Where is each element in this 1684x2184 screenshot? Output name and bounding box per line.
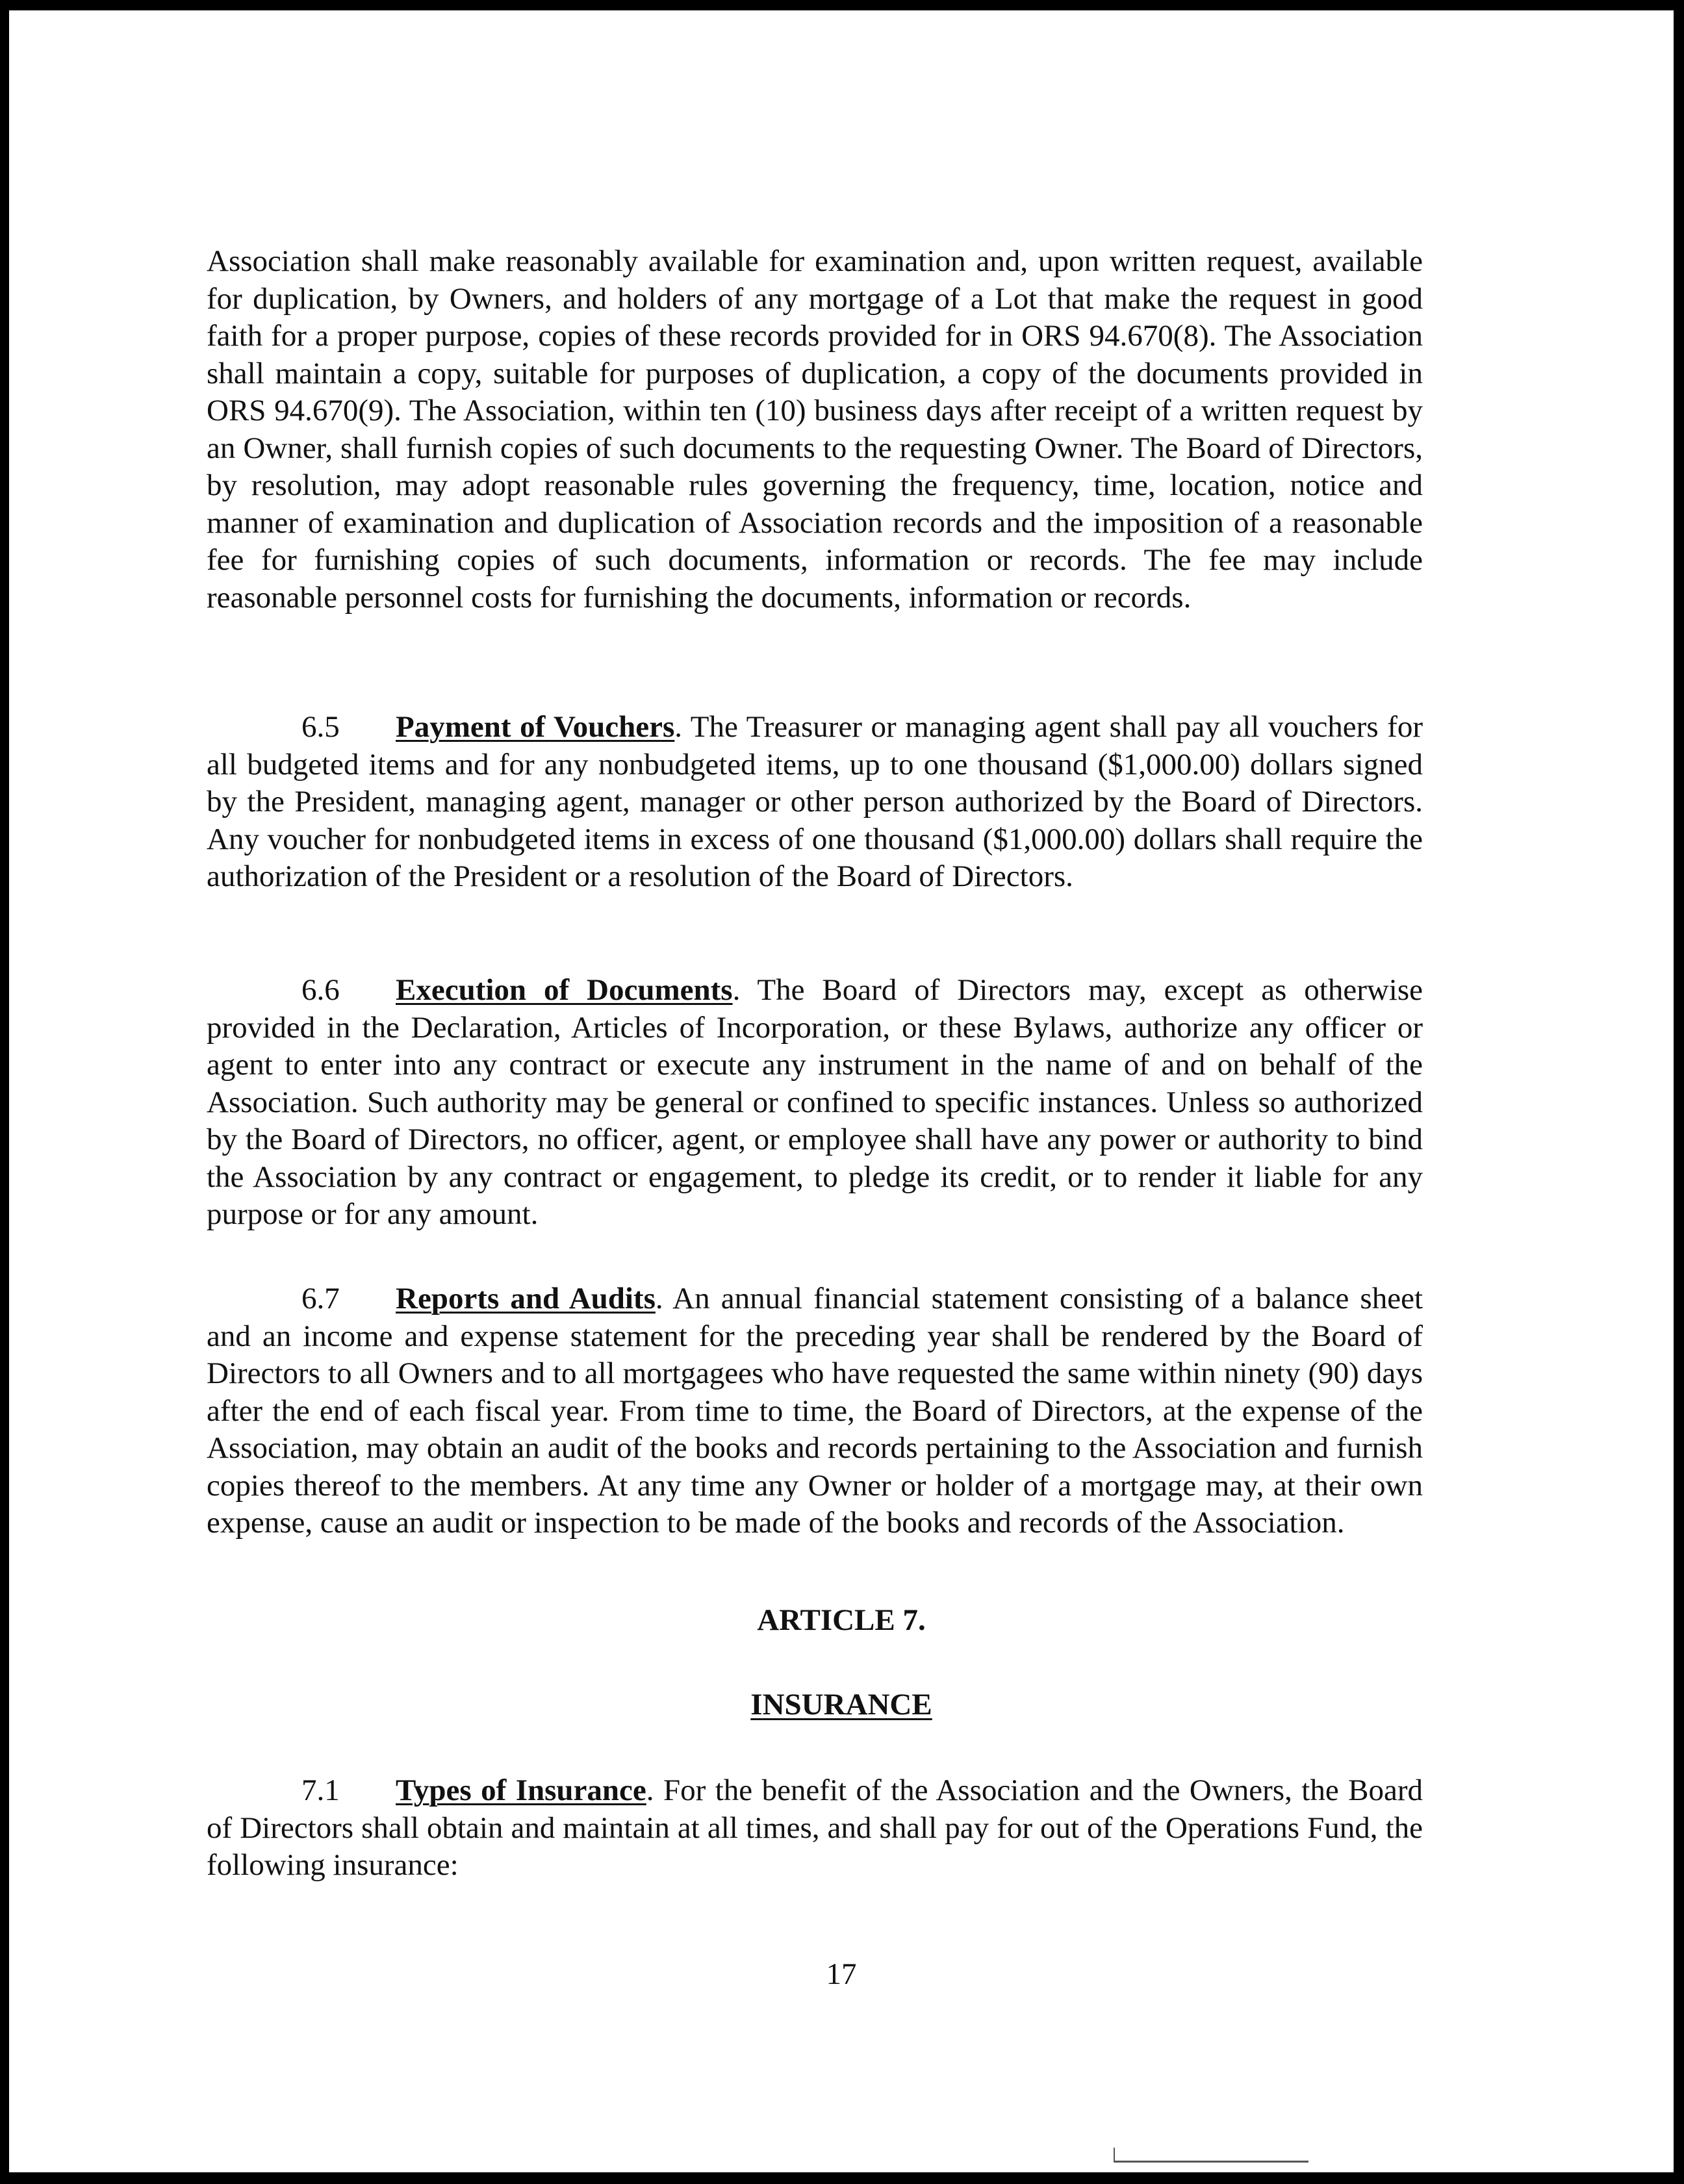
page-number: 17 — [826, 1957, 857, 1991]
section-7-1 — [207, 1772, 1423, 1885]
scan-artifact-line — [1114, 2161, 1308, 2163]
document-page — [9, 10, 1674, 2172]
section-title: Reports and Audits — [396, 1282, 656, 1315]
section-body: . The Board of Directors may, except as otherwise provided in the Declaration, Articles of Incorporation, or these Bylaws, authorize any officer or agent to enter into any contract or execute any instrument in the name of and on behalf of the Association. Such authority may be general or confined to specific instances. Unless so authorized by the Board of Directors, no officer, agent, or employee shall have any power or authority to bind the Association by any contract or engagement, to pledge its credit, or to render it liable for any purpose or for any amount. — [207, 973, 1423, 1231]
section-6-5 — [207, 709, 1423, 896]
section-body: . An annual financial statement consisting of a balance sheet and an income and expense statement for the preceding year shall be rendered by the Board of Directors to all Owners and to all mortgagees who have requested the same within ninety (90) days after the end of each fiscal year. From time to time, the Board of Directors, at the expense of the Association, may obtain an audit of the books and records pertaining to the Association and furnish copies thereof to the members. At any time any Owner or holder of a mortgage may, at their own expense, cause an audit or inspection to be made of the books and records of the Association. — [207, 1282, 1423, 1540]
intro-paragraph: Association shall make reasonably available for examination and, upon written request, available for duplication, by Owners, and holders of any mortgage of a Lot that make the request in good faith for a proper purpose, copies of these records provided for in ORS 94.670(8). The Association shall maintain a copy, suitable for purposes of duplication, a copy of the documents provided in ORS 94.670(9). The Association, within ten (10) business days after receipt of a written request by an Owner, shall furnish copies of such documents to the requesting Owner. The Board of Directors, by resolution, may adopt reasonable rules governing the frequency, time, location, notice and manner of examination and duplication of Association records and the imposition of a reasonable fee for furnishing copies of such documents, information or records. The fee may include reasonable personnel costs for furnishing the documents, information or records. — [207, 244, 1423, 615]
section-number: 6.7 — [301, 1282, 340, 1315]
scan-artifact-tick — [1114, 2148, 1115, 2162]
section-number: 7.1 — [301, 1773, 340, 1807]
article-heading: ARTICLE 7. — [757, 1603, 926, 1637]
section-number: 6.6 — [301, 973, 340, 1007]
section-number: 6.5 — [301, 710, 340, 744]
section-title: Execution of Documents — [396, 973, 733, 1007]
article-title: INSURANCE — [750, 1688, 932, 1721]
section-body: . For the benefit of the Association and the Owners, the Board of Directors shall obtain and maintain at all times, and shall pay for out of the Operations Fund, the following insurance: — [207, 1773, 1423, 1882]
section-6-6 — [207, 972, 1423, 1234]
section-6-7 — [207, 1280, 1423, 1542]
section-title: Payment of Vouchers — [396, 710, 675, 744]
section-title: Types of Insurance — [396, 1773, 646, 1807]
section-body: . The Treasurer or managing agent shall pay all vouchers for all budgeted items and for any nonbudgeted items, up to one thousand ($1,000.00) dollars signed by the President, managing agent, manager or other person authorized by the Board of Directors. Any voucher for nonbudgeted items in excess of one thousand ($1,000.00) dollars shall require the authorization of the President or a resolution of the Board of Directors. — [207, 710, 1423, 893]
